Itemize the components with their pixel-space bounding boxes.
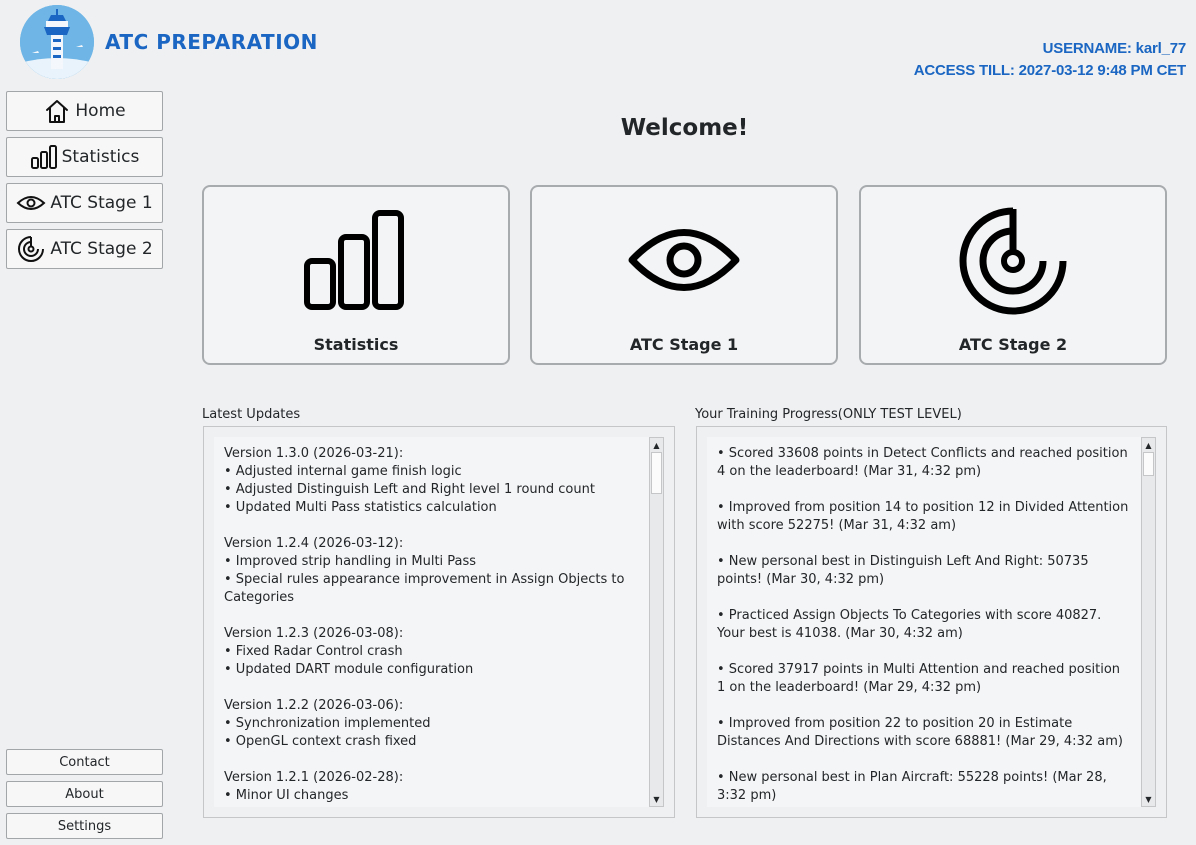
user-info: [914, 38, 1186, 82]
progress-text-area[interactable]: [707, 437, 1141, 807]
updates-scrollbar[interactable]: [649, 437, 664, 807]
scroll-down-arrow-icon[interactable]: ▼: [653, 794, 660, 804]
progress-scrollbar[interactable]: [1141, 437, 1156, 807]
bar-chart-icon: [30, 143, 58, 171]
nav-statistics-label: Statistics: [61, 147, 140, 167]
progress-panel: [696, 426, 1167, 818]
scroll-up-arrow-icon[interactable]: ▲: [653, 440, 660, 450]
stage1-card-label: ATC Stage 1: [629, 335, 739, 354]
eye-icon: [16, 189, 46, 217]
home-icon: [43, 97, 71, 125]
statistics-card[interactable]: [202, 185, 510, 365]
stage2-card-label: ATC Stage 2: [958, 335, 1068, 354]
stage2-card[interactable]: [859, 185, 1167, 365]
contact-button[interactable]: Contact: [6, 749, 163, 775]
nav-home-label: Home: [75, 101, 126, 121]
radar-icon: [955, 205, 1071, 321]
control-tower-icon: [20, 5, 94, 79]
progress-scroll-thumb[interactable]: [1143, 452, 1154, 476]
nav-home-button[interactable]: [6, 91, 163, 131]
access-label: ACCESS TILL: 2027-03-12 9:48 PM CET: [913, 62, 1186, 79]
bar-chart-icon: [301, 205, 411, 315]
app-title: ATC PREPARATION: [105, 30, 318, 54]
progress-text: • Scored 33608 points in Detect Conflicts and reached position 4 on the leaderboard! (Mar 31, 4:32 pm) • Improved from position 14 to position 12 in Divided Attention with score 52275! (Mar 31, 4:32 am) • New personal best in Distinguish Left And Right: 50735 points! (Mar 30, 4:32 pm) • Practiced Assign Objects To Categories with score 40827. Your best is 41038. (Mar 30, 4:32 am) • Scored 37917 points in Multi Attention and reached position 1 on the leaderboard! (Mar 29, 4:32 pm) • Improved from position 22 to position 20 in Estimate Distances And Directions with score 68881! (Mar 29, 4:32 am) • New personal best in Plan Aircraft: 55228 points! (Mar 28, 3:32 pm): [717, 446, 1129, 803]
nav-statistics-button[interactable]: [6, 137, 163, 177]
nav-stage2-button[interactable]: [6, 229, 163, 269]
updates-scroll-thumb[interactable]: [651, 452, 662, 494]
nav-stage1-label: ATC Stage 1: [50, 193, 153, 213]
scroll-up-arrow-icon[interactable]: ▲: [1145, 440, 1152, 450]
about-button[interactable]: About: [6, 781, 163, 807]
welcome-heading: Welcome!: [620, 115, 749, 141]
progress-label: Your Training Progress(ONLY TEST LEVEL): [695, 407, 962, 422]
updates-label: Latest Updates: [202, 407, 301, 422]
stage1-card[interactable]: [530, 185, 838, 365]
updates-text: Version 1.3.0 (2026-03-21): • Adjusted internal game finish logic • Adjusted Distinguish Left and Right level 1 round count • Updated Multi Pass statistics calculation Version 1.2.4 (2026-03-12): • Improved strip handling in Multi Pass • Special rules appearance improvement in Assign Objects to Categories Version 1.2.3 (2026-03-08): • Fixed Radar Control crash • Updated DART module configuration Version 1.2.2 (2026-03-06): • Synchronization implemented • OpenGL context crash fixed Version 1.2.1 (2026-02-28): • Minor UI changes: [224, 446, 625, 803]
statistics-card-label: Statistics: [313, 335, 399, 354]
eye-icon: [624, 205, 744, 315]
nav-stage1-button[interactable]: [6, 183, 163, 223]
radar-icon: [16, 234, 46, 264]
nav-stage2-label: ATC Stage 2: [50, 239, 153, 259]
scroll-down-arrow-icon[interactable]: ▼: [1145, 794, 1152, 804]
username-label: USERNAME: karl_77: [1042, 40, 1186, 57]
updates-panel: [203, 426, 675, 818]
settings-button[interactable]: Settings: [6, 813, 163, 839]
updates-text-area[interactable]: [214, 437, 649, 807]
app-logo: [20, 5, 318, 79]
